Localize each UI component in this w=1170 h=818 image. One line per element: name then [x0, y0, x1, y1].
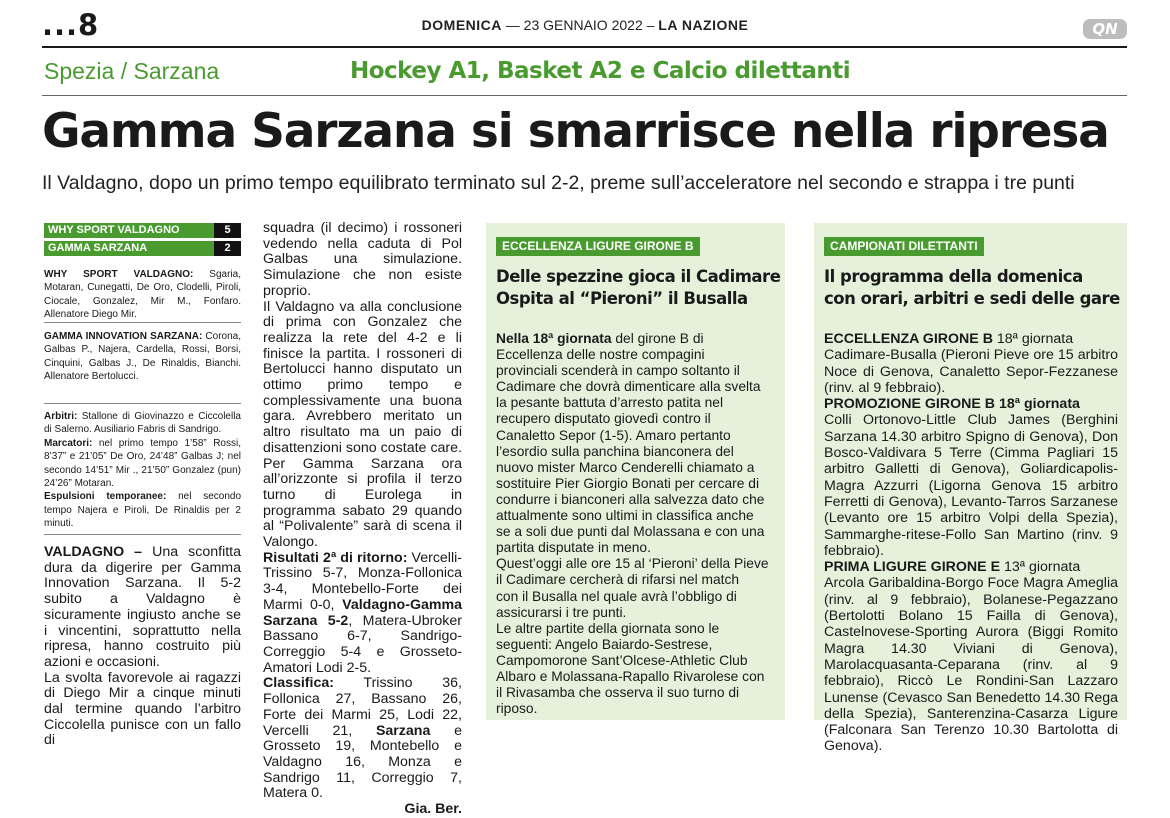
schedule-round: 18ª giornata	[992, 331, 1074, 347]
schedule-heading	[824, 559, 1118, 575]
subheadline: Il Valdagno, dopo un primo tempo equilibrato terminato sul 2-2, preme sull’acceleratore nel secondo e strappa i tre punti	[42, 172, 1075, 194]
box-title	[824, 266, 1124, 310]
standings-highlight: Sarzana	[375, 722, 431, 739]
team-name: WHY SPORT VALDAGNO	[48, 224, 180, 236]
referees-label: Arbitri:	[44, 411, 78, 422]
day: DOMENICA	[421, 17, 502, 33]
box-title	[496, 266, 781, 310]
article-paragraph: La svolta favorevole ai ragazzi di Diego Mir a cinque minuti dal termine quando l’arbitro Ciccolella punisce con un fallo di	[44, 669, 241, 749]
divider	[44, 534, 241, 535]
article-column-2	[263, 221, 462, 818]
section-label: Spezia / Sarzana	[44, 58, 220, 84]
team-name: GAMMA SARZANA	[48, 242, 148, 254]
article-paragraph: squadra (il decimo) i rossoneri vedendo nella caduta di Pol Galbas una simulazione. Simulazione che non esiste proprio.	[263, 220, 462, 299]
schedule-games: Colli Ortonovo-Little Club James (Berghini Sarzana 14.30 arbitro Spigno di Genova), Don Bosco-Valdivara 5 Terre (Cimma Pagliari 15 arbitro Galletti di Genova), Goliardicapolis-Magra Azzurri (Ligorna Genova 15 arbitro Ferretti di Genova), Levanto-Tarros Sarzanese (Levanto ore 15 arbitro Volpi della Spezia), Sammarghe-ritese-Follo San Martino (rinv. 9 febbraio).	[824, 412, 1118, 559]
standings-paragraph	[263, 676, 462, 802]
results-highlight: Valdagno-Gamma Sarzana 5-2	[263, 596, 462, 629]
box-line: attualmente sono ultimi in classifica anche	[496, 508, 754, 524]
results-text: , Matera-Ubroker Bassano 6-7, Sandrigo-Correggio 5-4 e Grosseto-Amatori Lodi 2-5.	[263, 612, 462, 676]
scorers-label: Marcatori:	[44, 437, 93, 449]
box-line: con il Busalla nel quale avrà l’obbligo di	[496, 588, 737, 604]
box-text	[496, 331, 782, 717]
article-paragraph	[44, 545, 241, 671]
schedule-games: Arcola Garibaldina-Borgo Foce Magra Ameglia (rinv. al 9 febbraio), Bolanese-Pegazzano (Bertolotti Bolano 15 Failla di Genova), Castelnovese-Sporting Aurora (Biggi Romito Magra 14.30 Viviani di Genova), Marolacquasanta-Ceparana (rinv. al 9 febbraio), Riccò Le Rondini-San Lazzaro Lunense (Cevasco San Benedetto 14.30 Rega della Spezia), Santerenzina-Casarza Ligure (Falconara San Terenzo 10.30 Bartolotta di Genova).	[824, 575, 1118, 755]
box-line: Albaro e Molassana-Rapallo Rivarolese con	[496, 668, 765, 684]
box-tag: CAMPIONATI DILETTANTI	[824, 237, 984, 256]
team-score: 2	[214, 241, 241, 256]
article-column-1	[44, 545, 241, 749]
lineup-home-players: Sgaria, Motaran, Cunegatti, De Oro, Clodelli, Piroli, Ciocale, Gonzalez, Mir M., Fonfaro. Allenatore Diego Mir.	[44, 269, 241, 321]
box-line: se a soli due punti dal Molassana e con una	[496, 524, 765, 540]
box-line-text: del girone B di	[611, 331, 704, 346]
schedule-heading	[824, 396, 1118, 412]
schedule-heading	[824, 331, 1118, 347]
newspaper-name: LA NAZIONE	[658, 17, 749, 33]
dateline	[0, 17, 1170, 33]
results-paragraph	[263, 551, 462, 677]
box-line: Canaletto Sepor (1-5). Amaro pertanto	[496, 427, 731, 443]
schedule-heading-label: PRIMA LIGURE GIRONE E	[824, 559, 1001, 576]
box-line: riposo.	[496, 701, 538, 717]
article-paragraph: Il Valdagno va alla conclusione di prima con Gonzalez che realizza la rete del 4-2 e li finisce la partita. I rossoneri di Bertolucci hanno disputato un ottimo primo tempo e complessivamente una buona gara. Avrebbero meritato un altro risultato ma un paio di disattenzioni sono costate care. Per Gamma Sarzana ora all’orizzonte si profila il terzo turno di Eurolega in programma sabato 29 quando al “Polivalente” sarà di scena il Valongo.	[263, 298, 462, 551]
box-line: condurre i bianconeri alla salvezza dato che	[496, 491, 765, 507]
expulsions-label: Espulsioni temporanee:	[44, 491, 167, 503]
schedule-text	[824, 331, 1118, 755]
lineup-home	[44, 268, 241, 322]
article-dateline: VALDAGNO –	[44, 544, 143, 560]
scoreboard-away	[44, 241, 241, 256]
box-tag: ECCELLENZA LIGURE GIRONE B	[496, 237, 700, 256]
top-rule	[42, 46, 1127, 48]
box-line	[496, 331, 782, 347]
results-text: Vercelli-Trissino 5-7, Monza-Follonica 3-4, Montebello-Forte dei Marmi 0-0,	[263, 549, 462, 613]
box-line: Campomorone Sant’Olcese-Athletic Club	[496, 652, 748, 668]
box-line: la pesante battuta d’arresto patita nel	[496, 395, 724, 411]
lineup-home-label: WHY SPORT VALDAGNO:	[44, 269, 194, 280]
schedule-heading-label: ECCELLENZA GIRONE B	[824, 331, 993, 347]
box-line: seguenti: Angelo Baiardo-Sestrese,	[496, 636, 713, 652]
standings-text: Trissino 36, Follonica 27, Bassano 26, Forte dei Marmi 25, Lodi 22, Vercelli 21,	[263, 675, 462, 739]
headline: Gamma Sarzana si smarrisce nella ripresa	[42, 104, 1109, 159]
box-line: Le altre partite della giornata sono le	[496, 620, 720, 636]
scorers: nel primo tempo 1’58” Rossi, 8’37” e 21’05” De Oro, 24’48” Galbas J; nel secondo 14’51” Mir ., 21’50” Gonzalez (pun) 24’26” Motaran.	[44, 437, 241, 490]
results-label: Risultati 2ª di ritorno:	[263, 549, 408, 566]
article-text: Una sconfitta dura da digerire per Gamma Innovation Sarzana. Il 5-2 subito a Valdagno è sicuramente ingiusto anche se i vincentini, soprattutto nella ripresa, hanno costruito più azioni e occasioni.	[44, 544, 241, 670]
section-rule	[42, 95, 1127, 96]
lineup-away	[44, 330, 241, 384]
referees: Stallone di Giovinazzo e Ciccolella di Salerno. Ausiliario Fabris di Sandrigo.	[44, 411, 241, 436]
schedule-games: Cadimare-Busalla (Pieroni Pieve ore 15 arbitro Noce di Genova, Canaletto Sepor-Fezzanese (rinv. al 9 febbraio).	[824, 347, 1118, 396]
page-number: ...8	[42, 8, 100, 42]
author-signature: Gia. Ber.	[404, 801, 462, 818]
lineup-away-label: GAMMA INNOVATION SARZANA:	[44, 331, 203, 342]
schedule-round: 13ª giornata	[1000, 559, 1081, 576]
divider	[44, 322, 241, 323]
box-line: Cadimare che dovrà dimenticare alla svelta	[496, 379, 761, 395]
box-line: il Rivasamba che osserva il suo turno di	[496, 685, 740, 701]
box-line: Eccellenza delle nostre compagini	[496, 347, 705, 363]
box-title-line: con orari, arbitri e sedi delle gare	[824, 289, 1120, 308]
box-title-line: Ospita al “Pieroni” il Busalla	[496, 289, 748, 308]
sidebar-box-eccellenza	[486, 223, 785, 720]
schedule-heading-label: PROMOZIONE GIRONE B 18ª giornata	[824, 396, 1080, 413]
kicker: Hockey A1, Basket A2 e Calcio dilettanti	[350, 58, 851, 84]
box-title-line: Delle spezzine gioca il Cadimare	[496, 267, 781, 286]
standings-label: Classifica:	[263, 675, 334, 692]
date: — 23 GENNAIO 2022 –	[501, 17, 659, 33]
box-title-line: Il programma della domenica	[824, 267, 1083, 286]
match-info	[44, 410, 241, 531]
scoreboard-home	[44, 223, 241, 238]
box-line: Quest’oggi alle ore 15 al ‘Pieroni’ della Pieve	[496, 556, 769, 572]
box-line: provinciali scenderà in campo soltanto il	[496, 363, 740, 379]
box-line: recupero disputato giovedì contro il	[496, 411, 711, 427]
divider	[44, 403, 241, 404]
qn-logo: QN	[1083, 19, 1127, 39]
box-line: nuovo mister Marco Cenderelli chiamato a	[496, 459, 755, 475]
lineup-away-players: Corona, Galbas P., Najera, Cardella, Rossi, Borsi, Cinquini, Galbas J., De Rinaldis, Bianchi. Allenatore Bertolucci.	[44, 331, 242, 383]
team-score: 5	[214, 223, 241, 238]
box-lead: Nella 18ª giornata	[496, 331, 612, 346]
box-line: il Cadimare cercherà di rifarsi nel match	[496, 572, 740, 588]
box-line: l’esordio sulla panchina bianconera del	[496, 443, 734, 459]
standings-text: e Grosseto 19, Montebello e Valdagno 16, Monza e Sandrigo 11, Correggio 7, Matera 0.	[263, 722, 462, 802]
sidebar-box-dilettanti	[814, 223, 1127, 755]
box-line: partita disputate in meno.	[496, 540, 651, 556]
expulsions: nel secondo tempo Najera e Piroli, De Rinaldis per 2 minuti.	[44, 491, 242, 530]
box-line: assicurarsi i tre punti.	[496, 604, 627, 620]
box-line: sostituire Pier Giorgio Bonati per cercare di	[496, 475, 760, 491]
